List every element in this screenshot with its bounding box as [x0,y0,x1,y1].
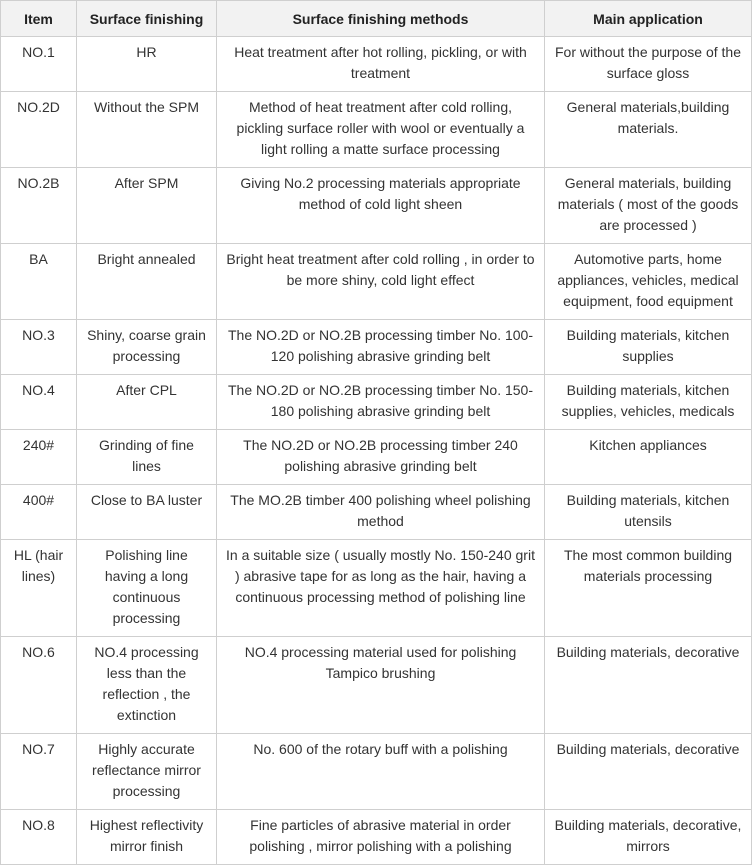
cell-method: In a suitable size ( usually mostly No. 150-240 grit ) abrasive tape for as long as the hair, having a continuous processing method of polishing line [217,540,545,637]
cell-application: Kitchen appliances [545,430,752,485]
cell-item: NO.2D [1,92,77,168]
cell-item: NO.3 [1,320,77,375]
header-item: Item [1,1,77,37]
cell-method: Heat treatment after hot rolling, pickling, or with treatment [217,37,545,92]
cell-method: The MO.2B timber 400 polishing wheel polishing method [217,485,545,540]
table-row [1,485,752,540]
table-row [1,92,752,168]
cell-application: Building materials, kitchen supplies [545,320,752,375]
header-main-application: Main application [545,1,752,37]
cell-application: Automotive parts, home appliances, vehicles, medical equipment, food equipment [545,244,752,320]
cell-application: For without the purpose of the surface gloss [545,37,752,92]
cell-surface: Bright annealed [77,244,217,320]
cell-item: NO.8 [1,810,77,865]
cell-item: BA [1,244,77,320]
cell-surface: After CPL [77,375,217,430]
cell-method: Giving No.2 processing materials appropriate method of cold light sheen [217,168,545,244]
header-surface-finishing: Surface finishing [77,1,217,37]
table-row [1,734,752,810]
table-row [1,320,752,375]
cell-application: Building materials, kitchen utensils [545,485,752,540]
cell-item: NO.2B [1,168,77,244]
cell-surface: Close to BA luster [77,485,217,540]
table-row [1,637,752,734]
table-row [1,430,752,485]
cell-surface: Grinding of fine lines [77,430,217,485]
cell-surface: NO.4 processing less than the reflection , the extinction [77,637,217,734]
cell-surface: Highest reflectivity mirror finish [77,810,217,865]
cell-item: NO.6 [1,637,77,734]
cell-item: NO.4 [1,375,77,430]
cell-item: 400# [1,485,77,540]
cell-surface: HR [77,37,217,92]
cell-surface: After SPM [77,168,217,244]
cell-method: Fine particles of abrasive material in order polishing , mirror polishing with a polishing [217,810,545,865]
cell-item: HL (hair lines) [1,540,77,637]
cell-method: The NO.2D or NO.2B processing timber 240 polishing abrasive grinding belt [217,430,545,485]
cell-method: Method of heat treatment after cold rolling, pickling surface roller with wool or eventually a light rolling a matte surface processing [217,92,545,168]
cell-surface: Shiny, coarse grain processing [77,320,217,375]
table-row [1,540,752,637]
table-row [1,375,752,430]
table-header-row [1,1,752,37]
cell-application: Building materials, decorative [545,637,752,734]
cell-method: The NO.2D or NO.2B processing timber No. 150-180 polishing abrasive grinding belt [217,375,545,430]
cell-item: NO.1 [1,37,77,92]
cell-surface: Without the SPM [77,92,217,168]
cell-application: Building materials, decorative, mirrors [545,810,752,865]
cell-item: 240# [1,430,77,485]
header-surface-finishing-methods: Surface finishing methods [217,1,545,37]
table-row [1,244,752,320]
cell-application: Building materials, kitchen supplies, vehicles, medicals [545,375,752,430]
cell-surface: Polishing line having a long continuous processing [77,540,217,637]
cell-application: General materials, building materials ( most of the goods are processed ) [545,168,752,244]
cell-application: Building materials, decorative [545,734,752,810]
table-row [1,810,752,865]
table-row [1,37,752,92]
cell-item: NO.7 [1,734,77,810]
cell-application: The most common building materials processing [545,540,752,637]
cell-method: Bright heat treatment after cold rolling , in order to be more shiny, cold light effect [217,244,545,320]
cell-method: NO.4 processing material used for polishing Tampico brushing [217,637,545,734]
cell-method: No. 600 of the rotary buff with a polishing [217,734,545,810]
cell-method: The NO.2D or NO.2B processing timber No. 100-120 polishing abrasive grinding belt [217,320,545,375]
cell-application: General materials,building materials. [545,92,752,168]
cell-surface: Highly accurate reflectance mirror processing [77,734,217,810]
table-row [1,168,752,244]
